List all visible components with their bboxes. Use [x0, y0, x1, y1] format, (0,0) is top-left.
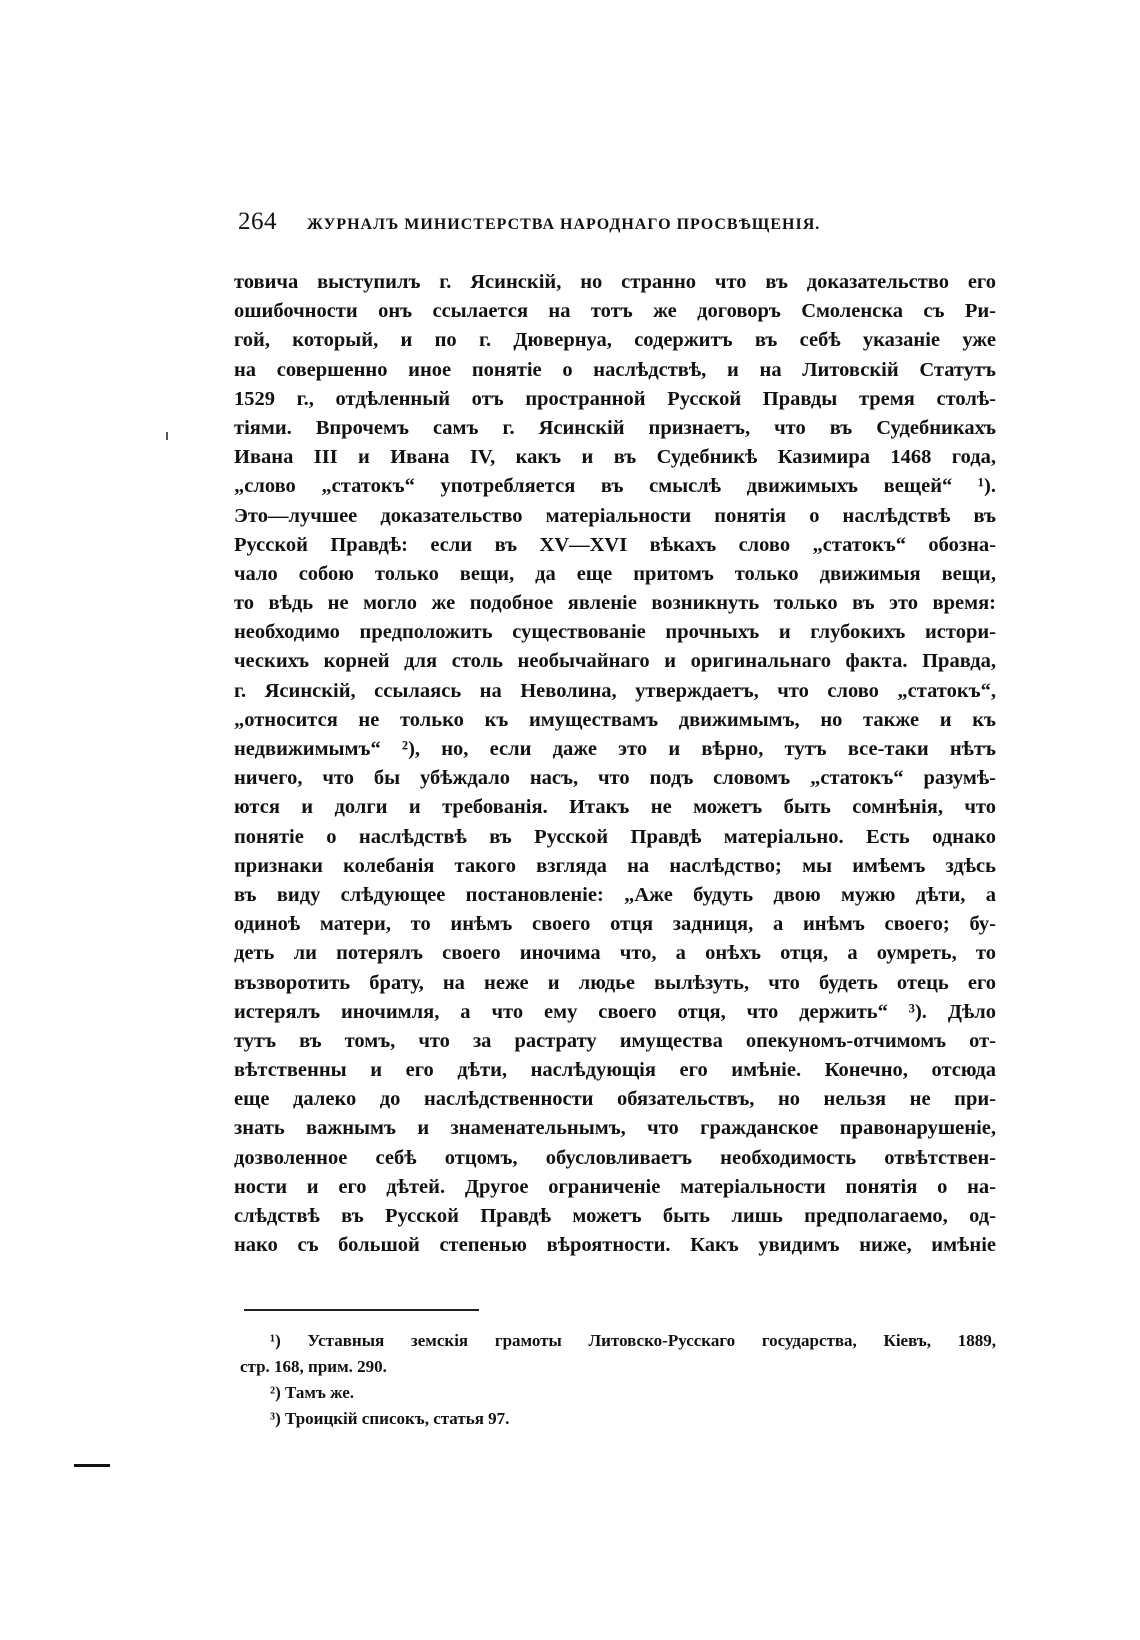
body-line: еще далеко до наслѣдственности обязательствъ, но нельзя не при-: [234, 1088, 996, 1111]
body-line: на совершенно иное понятіе о наслѣдствѣ, и на Литовскій Статутъ: [234, 358, 996, 381]
body-line: истерялъ иночимля, а что ему своего отця, что держить“ ³). Дѣло: [234, 1000, 996, 1023]
body-line: г. Ясинскій, ссылаясь на Неволина, утверждаетъ, что слово „статокъ“,: [234, 679, 996, 702]
margin-mark: [166, 432, 168, 440]
body-line: необходимо предположить существованіе прочныхъ и глубокихъ истори-: [234, 621, 996, 644]
body-line: деть ли потерялъ своего иночима что, а онѣхъ отця, а оумреть, то: [234, 942, 996, 965]
body-line: ческихъ корней для столь необычайнаго и оригинальнаго факта. Правда,: [234, 650, 996, 673]
footnote-2: ²) Тамъ же.: [270, 1383, 355, 1402]
footnote-1: ¹) Уставныя земскія грамоты Литовско-Русскаго государства, Кіевъ, 1889,: [270, 1331, 996, 1350]
body-line: признаки колебанія такого взгляда на наслѣдство; мы имѣемъ здѣсь: [234, 854, 996, 877]
body-line: ничего, что бы убѣждало насъ, что подъ словомъ „статокъ“ разумѣ-: [234, 767, 996, 790]
running-head: ЖУРНАЛЪ МИНИСТЕРСТВА НАРОДНАГО ПРОСВѢЩЕНІЯ.: [307, 216, 821, 233]
body-line: нако съ большой степенью вѣроятности. Какъ увидимъ ниже, имѣніе: [234, 1234, 996, 1257]
body-line: ются и долги и требованія. Итакъ не можетъ быть сомнѣнія, что: [234, 796, 996, 819]
body-line: тіями. Впрочемъ самъ г. Ясинскій признаетъ, что въ Судебникахъ: [234, 416, 996, 439]
body-line: въ виду слѣдующее постановленіе: „Аже будуть двою мужю дѣти, а: [234, 883, 996, 906]
body-line: възворотить брату, на неже и людье вылѣзуть, что будеть отець его: [234, 971, 996, 994]
footnotes: [240, 1328, 996, 1432]
body-line: вѣтственны и его дѣти, наслѣдующія его имѣніе. Конечно, отсюда: [234, 1059, 996, 1082]
footnote-3: ³) Троицкій списокъ, статья 97.: [270, 1409, 510, 1428]
footnote-rule: [244, 1309, 479, 1311]
body-line: Это—лучшее доказательство матеріальности понятія о наслѣдствѣ въ: [234, 504, 996, 527]
body-line: ошибочности онъ ссылается на тотъ же договоръ Смоленска съ Ри-: [234, 300, 996, 323]
body-line: „слово „статокъ“ употребляется въ смыслѣ движимыхъ вещей“ ¹).: [234, 475, 996, 498]
body-line: дозволенное себѣ отцомъ, обусловливаетъ необходимость отвѣтствен-: [234, 1146, 996, 1169]
body-line: Русской Правдѣ: если въ XV—XVI вѣкахъ слово „статокъ“ обозна-: [234, 533, 996, 556]
margin-dash: [74, 1464, 110, 1467]
body-line: „относится не только къ имуществамъ движимымъ, но также и къ: [234, 708, 996, 731]
body-line: одиноѣ матери, то инѣмъ своего отця задниця, а инѣмъ своего; бу-: [234, 913, 996, 936]
body-line: тутъ въ томъ, что за растрату имущества опекуномъ-отчимомъ от-: [234, 1029, 996, 1052]
body-line: гой, который, и по г. Дювернуа, содержитъ въ себѣ указаніе уже: [234, 329, 996, 352]
body-line: 1529 г., отдѣленный отъ пространной Русской Правды тремя столѣ-: [234, 387, 996, 410]
body-line: ности и его дѣтей. Другое ограниченіе матеріальности понятія о на-: [234, 1175, 996, 1198]
page-header: [238, 208, 998, 238]
body-line: чало собою только вещи, да еще притомъ только движимыя вещи,: [234, 562, 996, 585]
body-line: слѣдствѣ въ Русской Правдѣ можетъ быть лишь предполагаемо, од-: [234, 1205, 996, 1227]
body-text: [234, 268, 996, 1260]
body-line: недвижимымъ“ ²), но, если даже это и вѣрно, тутъ все-таки нѣтъ: [234, 738, 996, 760]
page-number: 264: [238, 208, 277, 235]
body-line: товича выступилъ г. Ясинскій, но странно что въ доказательство его: [234, 271, 996, 293]
body-line: Ивана III и Ивана IV, какъ и въ Судебникѣ Казимира 1468 года,: [234, 446, 996, 469]
body-line: понятіе о наслѣдствѣ въ Русской Правдѣ матеріально. Есть однако: [234, 825, 996, 848]
footnote-1-continuation: стр. 168, прим. 290.: [240, 1357, 387, 1376]
body-line: знать важнымъ и знаменательнымъ, что гражданское правонарушеніе,: [234, 1117, 996, 1140]
body-line: то вѣдь не могло же подобное явленіе возникнуть только въ это время:: [234, 592, 996, 615]
